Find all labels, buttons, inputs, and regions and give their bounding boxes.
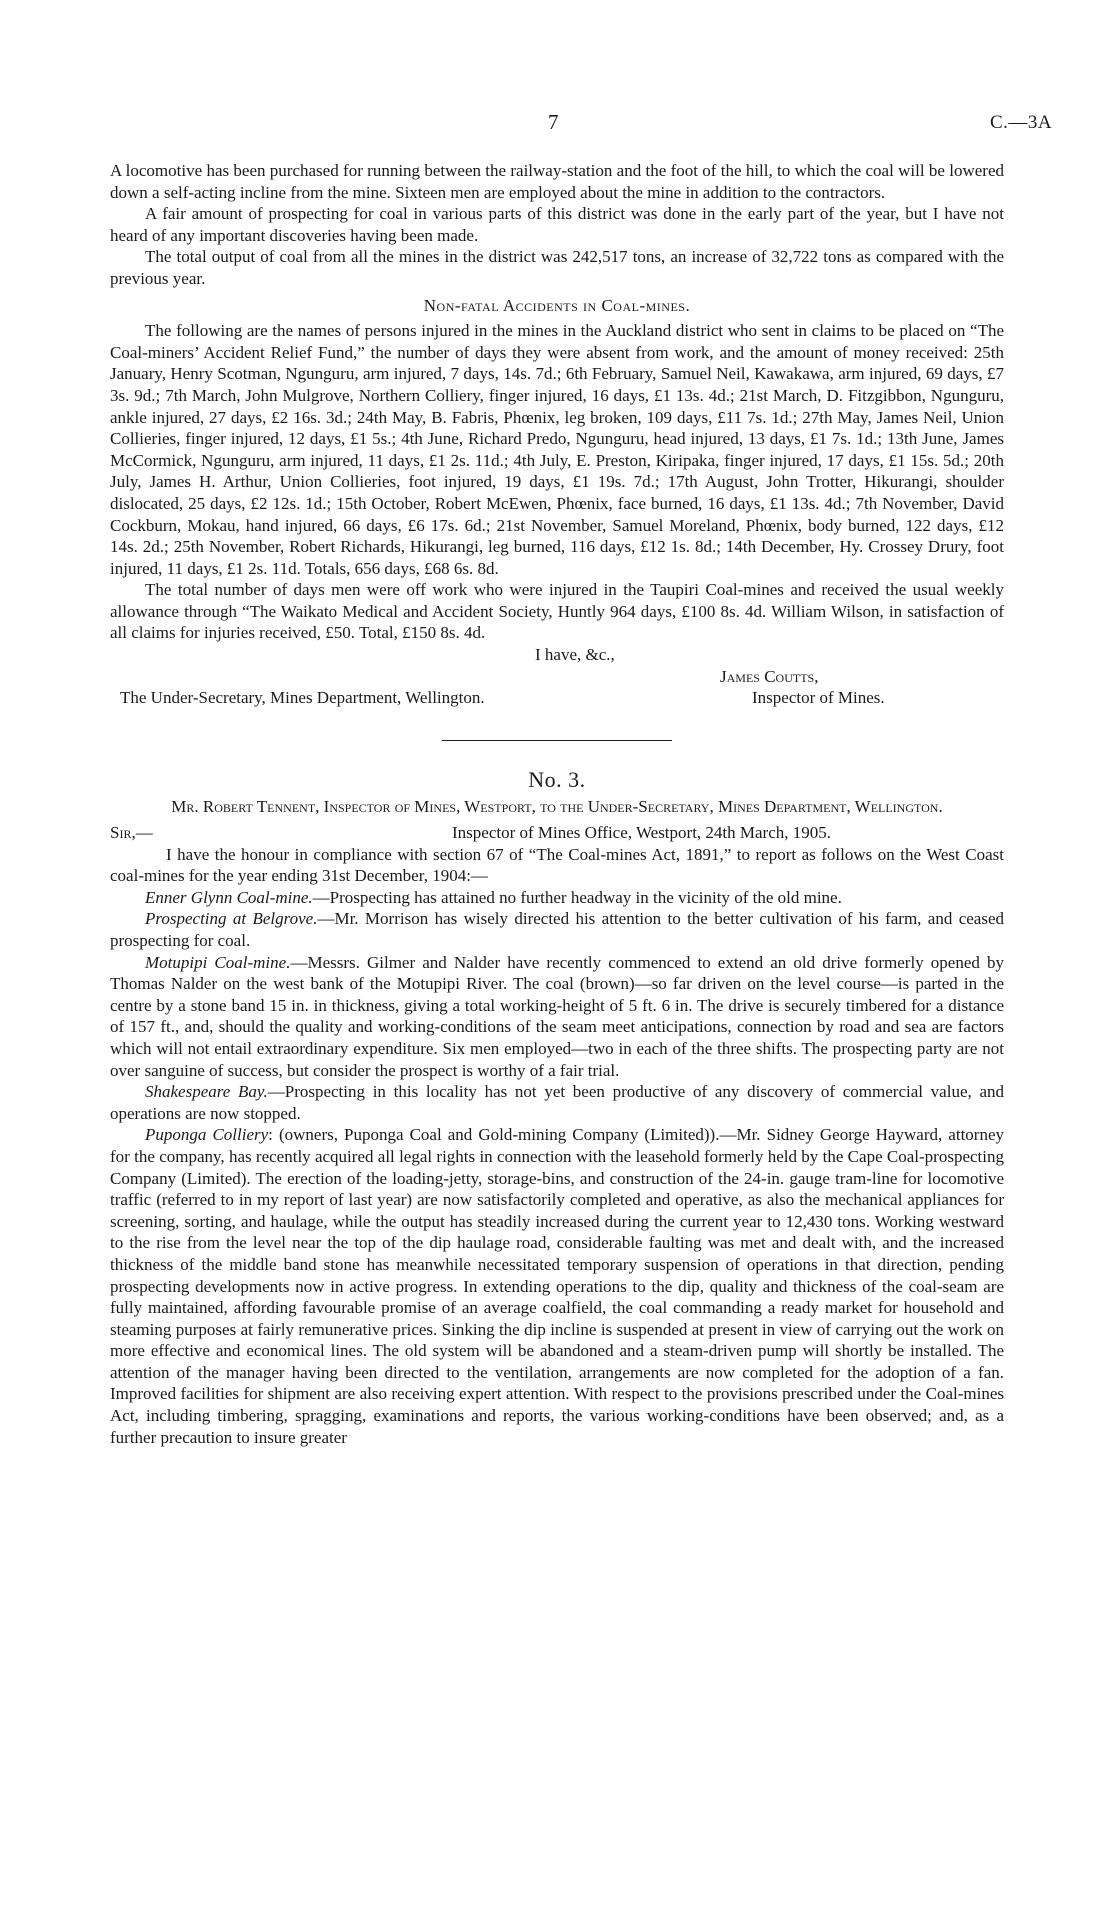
- entry-text: —Prospecting in this locality has not yet been productive of any discovery of commercial value, and operations are now stopped.: [110, 1082, 1004, 1123]
- salutation: Sir,—: [110, 823, 153, 843]
- addressee: The Under-Secretary, Mines Department, Wellington.: [120, 688, 485, 708]
- entry-title: Shakespeare Bay.: [145, 1082, 268, 1102]
- entry-title: Motupipi Coal-mine.: [145, 952, 291, 972]
- entry-title: Enner Glynn Coal-mine.: [145, 887, 313, 907]
- section-divider: [442, 740, 672, 741]
- dateline: Inspector of Mines Office, Westport, 24th March, 1905.: [452, 823, 832, 843]
- entry-text: —Prospecting has attained no further headway in the vicinity of the old mine.: [312, 887, 842, 907]
- signer-name: James Coutts,: [720, 666, 819, 686]
- document-reference: C.—3A: [990, 112, 1053, 133]
- letter-address: Mr. Robert Tennent, Inspector of Mines, Westport, to the Under-Secretary, Mines Department, Wellington.: [171, 797, 943, 817]
- paragraph-prospecting: A fair amount of prospecting for coal in various parts of this district was done in the early part of the year, but I have not heard of any important discoveries having been made.: [110, 204, 1004, 245]
- entry-shakespeare-bay: [110, 1081, 1004, 1124]
- section-heading-accidents: Non-fatal Accidents in Coal-mines.: [423, 295, 691, 315]
- entry-text: —Mr. Morrison has wisely directed his attention to the better cultivation of his farm, and ceased prospecting for coal.: [110, 909, 1004, 950]
- entry-enner-glynn: [110, 887, 1004, 909]
- signature-title-row: [110, 687, 1004, 709]
- document-body: [110, 160, 1004, 1448]
- entry-puponga: [110, 1124, 1004, 1448]
- signer-title: Inspector of Mines.: [752, 688, 885, 708]
- page-number: 7: [548, 110, 559, 134]
- entry-text: : (owners, Puponga Coal and Gold-mining Company (Limited)).—Mr. Sidney George Hayward, attorney for the company, has recently acquired all legal rights in connection with the leasehold formerly held by the Cape Coal-prospecting Company (Limited). The erection of the loading-jetty, storage-bins, and construction of the 24-in. gauge tram-line for locomotive traffic (referred to in my report of last year) are now satisfactorily completed and operative, as also the mechanical appliances for screening, sorting, and haulage, while the output has steadily increased during the current year to 12,430 tons. Working westward to the rise from the level near the top of the dip haulage road, considerable faulting was met and dealt with, and the increased thickness of the middle band stone has meanwhile necessitated temporary suspension of operations in that direction, pending prospecting developments now in active progress. In extending operations to the dip, quality and thickness of the coal-seam are fully maintained, affording favourable promise of an average coalfield, the coal commanding a ready market for household and steaming purposes at fairly remunerative prices. Sinking the dip incline is suspended at present in view of carrying out the work on more effective and economical lines. The old system will be abandoned and a steam-driven pump will shortly be installed. The attention of the manager having been directed to the ventilation, arrangements are now completed for the adoption of a fan. Improved facilities for shipment are also receiving expert attention. With respect to the provisions prescribed under the Coal-mines Act, including timbering, spragging, examinations and reports, the various working-conditions have been observed; and, as a further precaution to insure greater: [110, 1125, 1004, 1447]
- entry-title: Prospecting at Belgrove.: [145, 909, 318, 929]
- salutation-row: [110, 822, 1004, 844]
- signature-closing-row: [110, 644, 1004, 666]
- closing-phrase: I have, &c.,: [535, 645, 615, 665]
- paragraph-locomotive: A locomotive has been purchased for running between the railway-station and the foot of the hill, to which the coal will be lowered down a self-acting incline from the mine. Sixteen men are employed about the mine in addition to the contractors.: [110, 161, 1004, 202]
- paragraph-taupiri: The total number of days men were off work who were injured in the Taupiri Coal-mines and received the usual weekly allowance through “The Waikato Medical and Accident Society, Huntly 964 days, £100 8s. 4d. William Wilson, in satisfaction of all claims for injuries received, £50. Total, £150 8s. 4d.: [110, 580, 1004, 643]
- letter-number: No. 3.: [528, 766, 586, 792]
- letter-intro: I have the honour in compliance with section 67 of “The Coal-mines Act, 1891,” to report as follows on the West Coast coal-mines for the year ending 31st December, 1904:—: [110, 844, 1004, 886]
- entry-text: —Messrs. Gilmer and Nalder have recently commenced to extend an old drive formerly opened by Thomas Nalder on the west bank of the Motupipi River. The coal (brown)—so far driven on the level course—is parted in the centre by a stone band 15 in. in thickness, giving a total working-height of 5 ft. 6 in. The drive is securely timbered for a distance of 157 ft., and, should the quality and working-conditions of the seam meet anticipations, connection by road and sea are factors which will not entail extraordinary expenditure. Six men employed—two in each of the three shifts. The prospecting party are not over sanguine of success, but consider the prospect is worthy of a fair trial.: [110, 952, 1004, 1080]
- entry-motupipi: [110, 952, 1004, 1082]
- entry-belgrove: [110, 908, 1004, 951]
- paragraph-total-output: The total output of coal from all the mines in the district was 242,517 tons, an increase of 32,722 tons as compared with the previous year.: [110, 247, 1004, 288]
- signature-name-row: [110, 666, 1004, 688]
- entry-title: Puponga Colliery: [145, 1125, 269, 1145]
- paragraph-accidents-list: The following are the names of persons injured in the mines in the Auckland district who sent in claims to be placed on “The Coal-miners’ Accident Relief Fund,” the number of days they were absent from work, and the amount of money received: 25th January, Henry Scotman, Ngunguru, arm injured, 7 days, 14s. 7d.; 6th February, Samuel Neil, Kawakawa, arm injured, 69 days, £7 3s. 9d.; 7th March, John Mulgrove, Northern Colliery, finger injured, 16 days, £1 13s. 4d.; 21st March, D. Fitzgibbon, Ngunguru, ankle injured, 27 days, £2 16s. 3d.; 24th May, B. Fabris, Phœnix, leg broken, 109 days, £11 7s. 1d.; 27th May, James Neil, Union Collieries, finger injured, 12 days, £1 5s.; 4th June, Richard Predo, Ngunguru, head injured, 13 days, £1 7s. 1d.; 13th June, James McCormick, Ngunguru, arm injured, 11 days, £1 2s. 11d.; 4th July, E. Preston, Kiripaka, finger injured, 17 days, £1 15s. 5d.; 20th July, James H. Arthur, Union Collieries, foot injured, 19 days, £1 19s. 7d.; 17th August, John Trotter, Hikurangi, shoulder dislocated, 25 days, £2 12s. 1d.; 15th October, Robert McEwen, Phœnix, face burned, 16 days, £1 13s. 4d.; 7th November, David Cockburn, Mokau, hand injured, 66 days, £6 17s. 6d.; 21st November, Samuel Moreland, Phœnix, body burned, 122 days, £12 14s. 2d.; 25th November, Robert Richards, Hikurangi, leg burned, 116 days, £12 1s. 8d.; 14th December, Hy. Crossey Drury, foot injured, 11 days, £1 2s. 11d. Totals, 656 days, £68 6s. 8d.: [110, 321, 1004, 578]
